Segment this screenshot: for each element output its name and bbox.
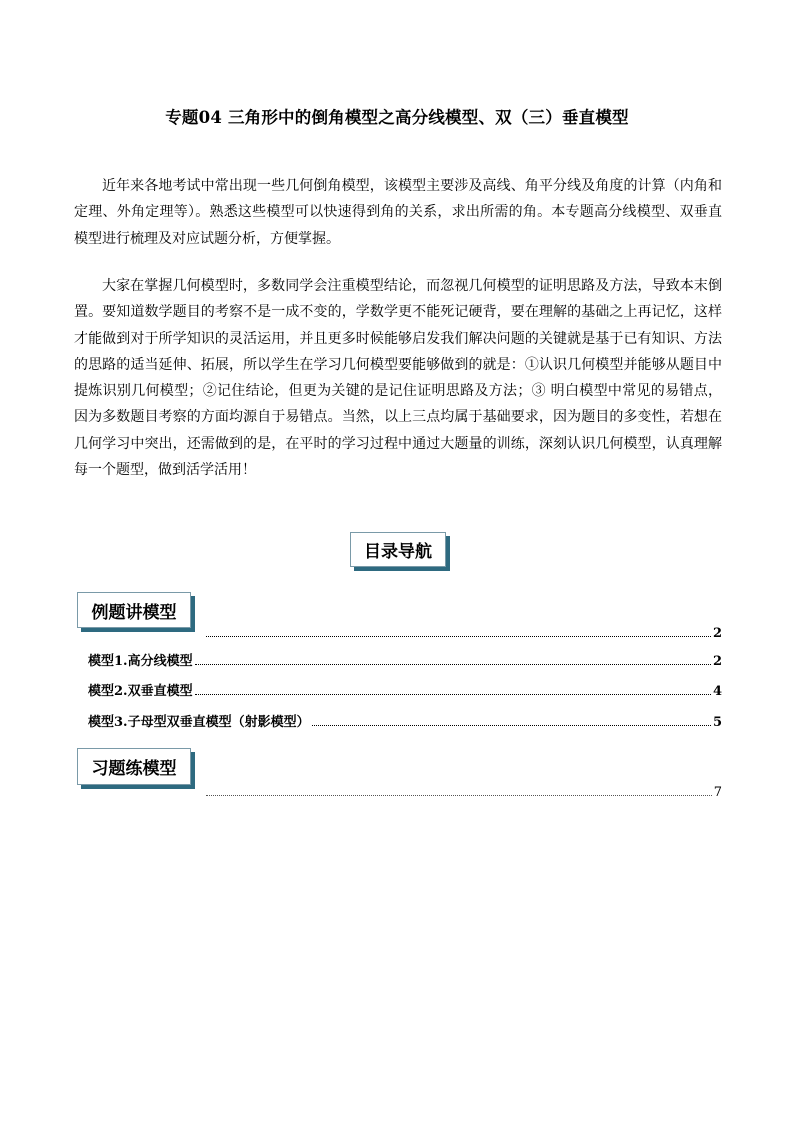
toc-entry-model-3[interactable] [88, 711, 722, 729]
intro-paragraph-2: 大家在掌握几何模型时，多数同学会注重模型结论，而忽视几何模型的证明思路及方法，导致本末倒置。要知道数学题目的考察不是一成不变的，学数学更不能死记硬背，要在理解的基础之上再记忆，这样才能做到对于所学知识的灵活运用，并且更多时候能够启发我们解决问题的关键就是基于已有知识、方法的思路的适当延伸、拓展，所以学生在学习几何模型要能够做到的就是：①认识几何模型并能够从题目中提炼识别几何模型；②记住结论，但更为关键的是记住证明思路及方法；③ 明白模型中常见的易错点，因为多数题目考察的方面均源自于易错点。当然，以上三点均属于基础要求，因为题目的多变性，若想在几何学习中突出，还需做到的是，在平时的学习过程中通过大题量的训练，深刻认识几何模型，认真理解每一个题型，做到活学活用！ [74, 278, 722, 479]
toc-entry-examples[interactable] [204, 626, 722, 644]
toc-section-examples-heading: 例题讲模型 [77, 592, 191, 628]
toc-page-number: 2 [712, 654, 722, 669]
toc-page-number: 5 [712, 715, 722, 730]
toc-leader [195, 664, 711, 665]
toc-heading: 目录导航 [350, 532, 446, 567]
toc-entry-model-2[interactable] [88, 680, 722, 698]
toc-leader [195, 694, 711, 695]
toc-section-exercises-heading: 习题练模型 [77, 748, 191, 785]
toc-leader [206, 795, 712, 796]
toc-entry-label: 模型2.双垂直模型 [88, 684, 193, 699]
toc-entry-label: 模型1.高分线模型 [88, 654, 193, 669]
toc-page-number: 7 [713, 785, 722, 800]
intro-paragraph-1: 近年来各地考试中常出现一些几何倒角模型，该模型主要涉及高线、角平分线及角度的计算（内角和定理、外角定理等）。熟悉这些模型可以快速得到角的关系，求出所需的角。本专题高分线模型、双垂直模型进行梳理及对应试题分析，方便掌握。 [74, 178, 722, 247]
document-title: 专题04 三角形中的倒角模型之高分线模型、双（三）垂直模型 [165, 108, 629, 127]
toc-page-number: 4 [712, 684, 722, 699]
toc-page-number: 2 [712, 626, 722, 641]
toc-entry-exercises[interactable] [204, 785, 722, 803]
toc-leader [206, 636, 711, 637]
toc-leader [312, 725, 711, 726]
toc-entry-label: 模型3.子母型双垂直模型（射影模型） [88, 715, 310, 730]
toc-entry-model-1[interactable] [88, 650, 722, 668]
